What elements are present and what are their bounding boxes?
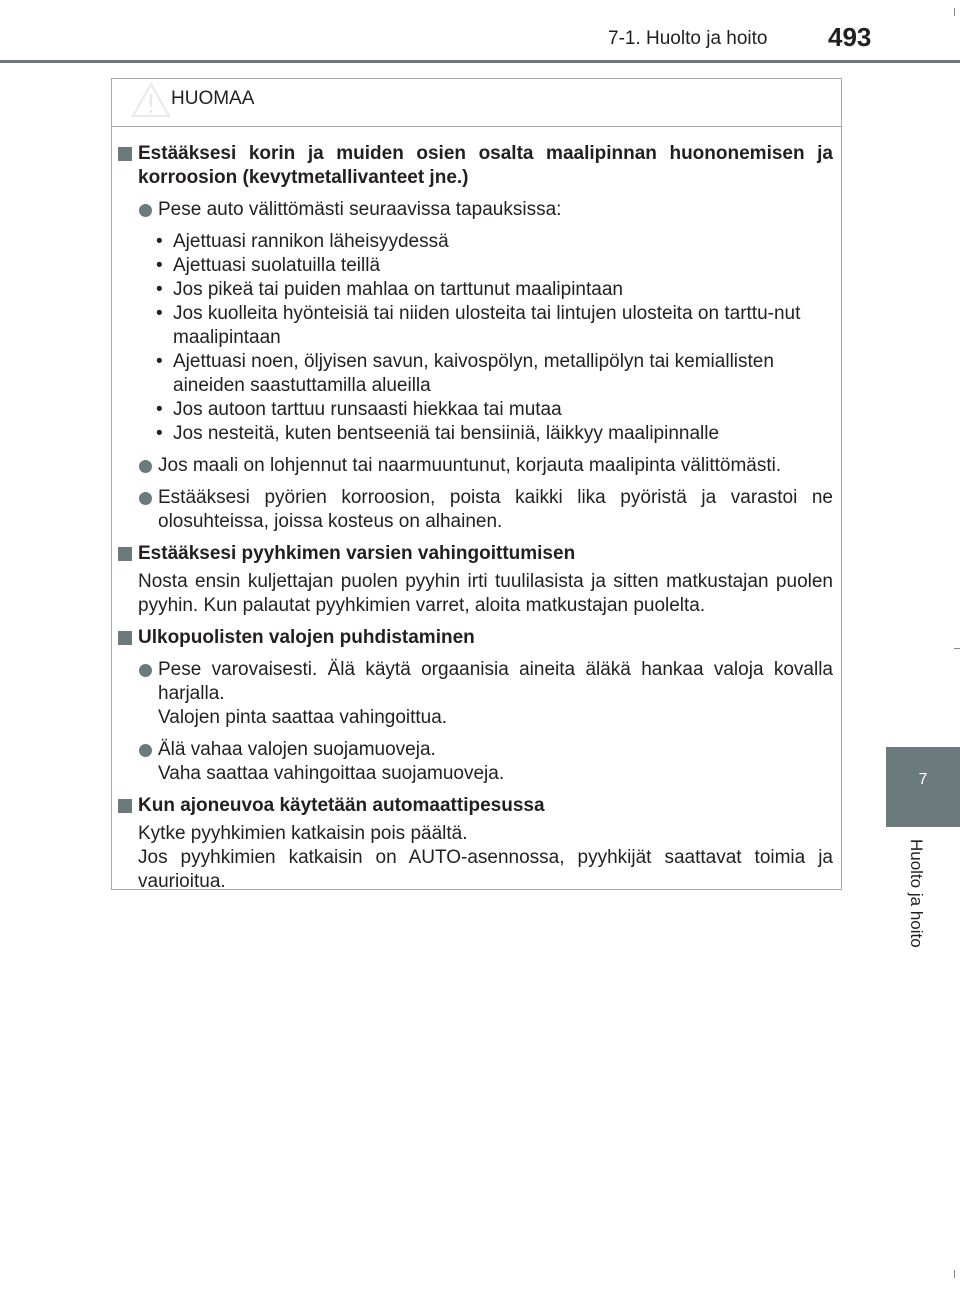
square-bullet-icon: [118, 799, 132, 813]
bullet-item: Älä vahaa valojen suojamuoveja. Vaha saattaa vahingoittaa suojamuoveja.: [112, 738, 841, 786]
round-bullet-icon: [139, 492, 152, 505]
square-bullet-icon: [118, 631, 132, 645]
crop-mark: [954, 648, 960, 649]
dot-marker-icon: •: [156, 303, 163, 324]
page-number: 493: [828, 22, 872, 52]
section-heading: Kun ajoneuvoa käytetään automaattipesussa: [112, 794, 841, 818]
dot-marker-icon: •: [156, 351, 163, 372]
dot-marker-icon: •: [156, 255, 163, 276]
section-heading: Ulkopuolisten valojen puhdistaminen: [112, 626, 841, 650]
dot-marker-icon: •: [156, 231, 163, 252]
list-item: • Jos pikeä tai puiden mahlaa on tarttunut maalipintaan: [156, 279, 623, 300]
dot-marker-icon: •: [156, 399, 163, 420]
sub-list: [112, 230, 841, 446]
list-item: • Ajettuasi noen, öljyisen savun, kaivospölyn, metallipölyn tai kemiallisten aineiden saastuttamilla alueilla: [156, 351, 774, 396]
notice-box: [111, 78, 842, 890]
section-paragraph: Nosta ensin kuljettajan puolen pyyhin irti tuulilasista ja sitten matkustajan puolen pyyhin. Kun palautat pyyhkimien varret, aloita matkustajan puolelta.: [138, 571, 833, 616]
round-bullet-icon: [139, 204, 152, 217]
crop-mark: [954, 1270, 955, 1278]
section-heading: Estääksesi korin ja muiden osien osalta maalipinnan huononemisen ja korroosion (kevytmetallivanteet jne.): [112, 142, 841, 190]
round-bullet-icon: [139, 460, 152, 473]
square-bullet-icon: [118, 547, 132, 561]
bullet-item: Estääksesi pyörien korroosion, poista kaikki lika pyöristä ja varastoi ne olosuhteissa, joissa kosteus on alhainen.: [112, 486, 841, 534]
list-item: • Ajettuasi rannikon läheisyydessä: [156, 231, 449, 252]
notice-header: [112, 79, 841, 127]
list-item: • Jos nesteitä, kuten bentseeniä tai bensiiniä, läikkyy maalipinnalle: [156, 423, 720, 444]
chapter-tab: [886, 747, 960, 827]
bullet-item: Pese auto välittömästi seuraavissa tapauksissa:: [112, 198, 841, 222]
round-bullet-icon: [139, 664, 152, 677]
section-paragraph: Kytke pyyhkimien katkaisin pois päältä. Jos pyyhkimien katkaisin on AUTO-asennossa, pyyhkijät saattavat toimia ja vaurioitua.: [138, 823, 833, 892]
notice-content: [112, 134, 841, 894]
list-item: • Jos autoon tarttuu runsaasti hiekkaa tai mutaa: [156, 399, 562, 420]
dot-marker-icon: •: [156, 423, 163, 444]
bullet-item: Jos maali on lohjennut tai naarmuuntunut, korjauta maalipinta välittömästi.: [112, 454, 841, 478]
dot-marker-icon: •: [156, 279, 163, 300]
header-rule: [0, 60, 960, 63]
list-item: • Ajettuasi suolatuilla teillä: [156, 255, 381, 276]
notice-title: HUOMAA: [171, 88, 255, 109]
header-section-title: 7-1. Huolto ja hoito: [608, 28, 768, 49]
chapter-number: 7: [918, 771, 928, 788]
crop-mark: [954, 8, 955, 16]
section-heading: Estääksesi pyyhkimen varsien vahingoittumisen: [112, 542, 841, 566]
bullet-item: Pese varovaisesti. Älä käytä orgaanisia aineita äläkä hankaa valoja kovalla harjalla. Valojen pinta saattaa vahingoittua.: [112, 658, 841, 730]
square-bullet-icon: [118, 147, 132, 161]
chapter-title: Huolto ja hoito: [907, 839, 926, 948]
warning-triangle-icon: [131, 82, 171, 118]
list-item: • Jos kuolleita hyönteisiä tai niiden ulosteita tai lintujen ulosteita on tarttu-nut maalipintaan: [156, 303, 801, 348]
round-bullet-icon: [139, 744, 152, 757]
